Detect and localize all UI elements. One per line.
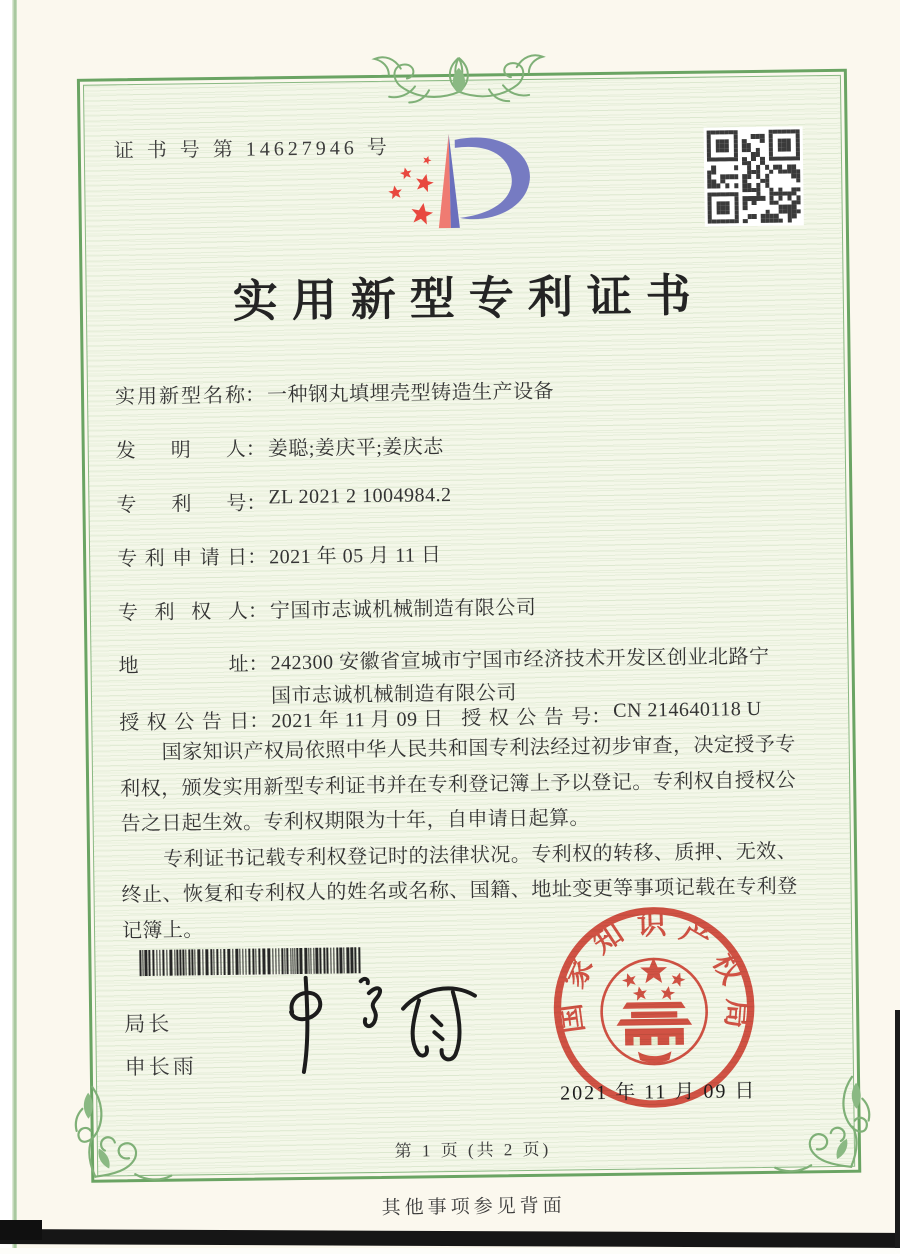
field-value: 2021 年 11 月 09 日 bbox=[271, 708, 444, 733]
field-colon: ： bbox=[245, 438, 266, 461]
field-label: 实用新型名称 bbox=[114, 384, 246, 409]
field-label: 专利权人 bbox=[117, 600, 249, 625]
field-row-utility-model-name bbox=[115, 375, 554, 410]
field-colon: ： bbox=[248, 653, 269, 676]
field-label: 授权公告日 bbox=[119, 710, 250, 735]
scanner-edge-right bbox=[895, 1010, 900, 1248]
field-row-grant-date bbox=[119, 702, 444, 735]
qr-code bbox=[704, 126, 804, 226]
page-number: 第 1 页 (共 2 页) bbox=[394, 1139, 552, 1161]
commissioner-signature-icon bbox=[265, 965, 495, 1086]
field-value: ZL 2021 2 1004984.2 bbox=[268, 483, 452, 509]
field-value: 2021 年 05 月 11 日 bbox=[269, 544, 442, 569]
bottom-left-corner-ornament-icon bbox=[68, 1078, 184, 1194]
bottom-right-corner-ornament-icon bbox=[761, 1068, 877, 1184]
field-row-inventors bbox=[116, 430, 444, 463]
field-value: 242300 安徽省宣城市宁国市经济技术开发区创业北路宁国市志诚机械制造有限公司 bbox=[270, 645, 770, 708]
field-colon: ： bbox=[244, 384, 266, 407]
legal-paragraph-2: 专利证书记载专利权登记时的法律状况。专利权的转移、质押、无效、终止、恢复和专利权人的姓名或名称、国籍、地址变更等事项记载在专利登记簿上。 bbox=[121, 839, 798, 942]
field-row-patent-number bbox=[116, 484, 452, 517]
field-colon: ： bbox=[247, 600, 269, 623]
seal-date: 2021 年 11 月 09 日 bbox=[560, 1080, 757, 1105]
field-colon: ： bbox=[591, 705, 612, 729]
field-row-patentee bbox=[118, 591, 537, 625]
field-colon: ： bbox=[246, 492, 267, 515]
field-label: 授权公告号 bbox=[461, 706, 592, 730]
field-label: 地址 bbox=[118, 653, 249, 678]
national-emblem-icon bbox=[601, 957, 707, 1065]
field-value: 宁国市志诚机械制造有限公司 bbox=[269, 596, 537, 623]
cnipa-logo-icon bbox=[379, 123, 553, 255]
seal-text: 国家知识产权局 bbox=[553, 907, 755, 1036]
field-colon: ： bbox=[249, 710, 270, 733]
back-note: 其他事项参见背面 bbox=[381, 1195, 566, 1219]
scanner-edge-notch bbox=[0, 1220, 42, 1240]
field-colon: ： bbox=[247, 546, 268, 569]
field-row-filing-date bbox=[117, 538, 442, 571]
field-label: 专利申请日 bbox=[117, 546, 248, 571]
commissioner-name: 申长雨 bbox=[124, 1055, 197, 1080]
field-value: 姜聪;姜庆平;姜庆志 bbox=[267, 436, 445, 461]
field-label: 发明人 bbox=[115, 438, 246, 463]
field-value: 一种钢丸填埋壳型铸造生产设备 bbox=[266, 380, 555, 407]
top-center-floral-ornament-icon bbox=[358, 41, 559, 108]
field-label: 专利号 bbox=[116, 492, 247, 517]
certificate-number: 证 书 号 第 14627946 号 bbox=[113, 136, 391, 163]
commissioner-title: 局长 bbox=[124, 1012, 173, 1037]
field-value: CN 214640118 U bbox=[613, 697, 762, 722]
field-row-grant-number bbox=[461, 698, 762, 731]
certificate-title: 实用新型专利证书 bbox=[232, 270, 706, 327]
legal-paragraph-1: 国家知识产权局依照中华人民共和国专利法经过初步审查，决定授予专利权，颁发实用新型专利证书并在专利登记簿上予以登记。专利权自授权公告之日起生效。专利权期限为十年，自申请日起算。 bbox=[120, 733, 797, 836]
